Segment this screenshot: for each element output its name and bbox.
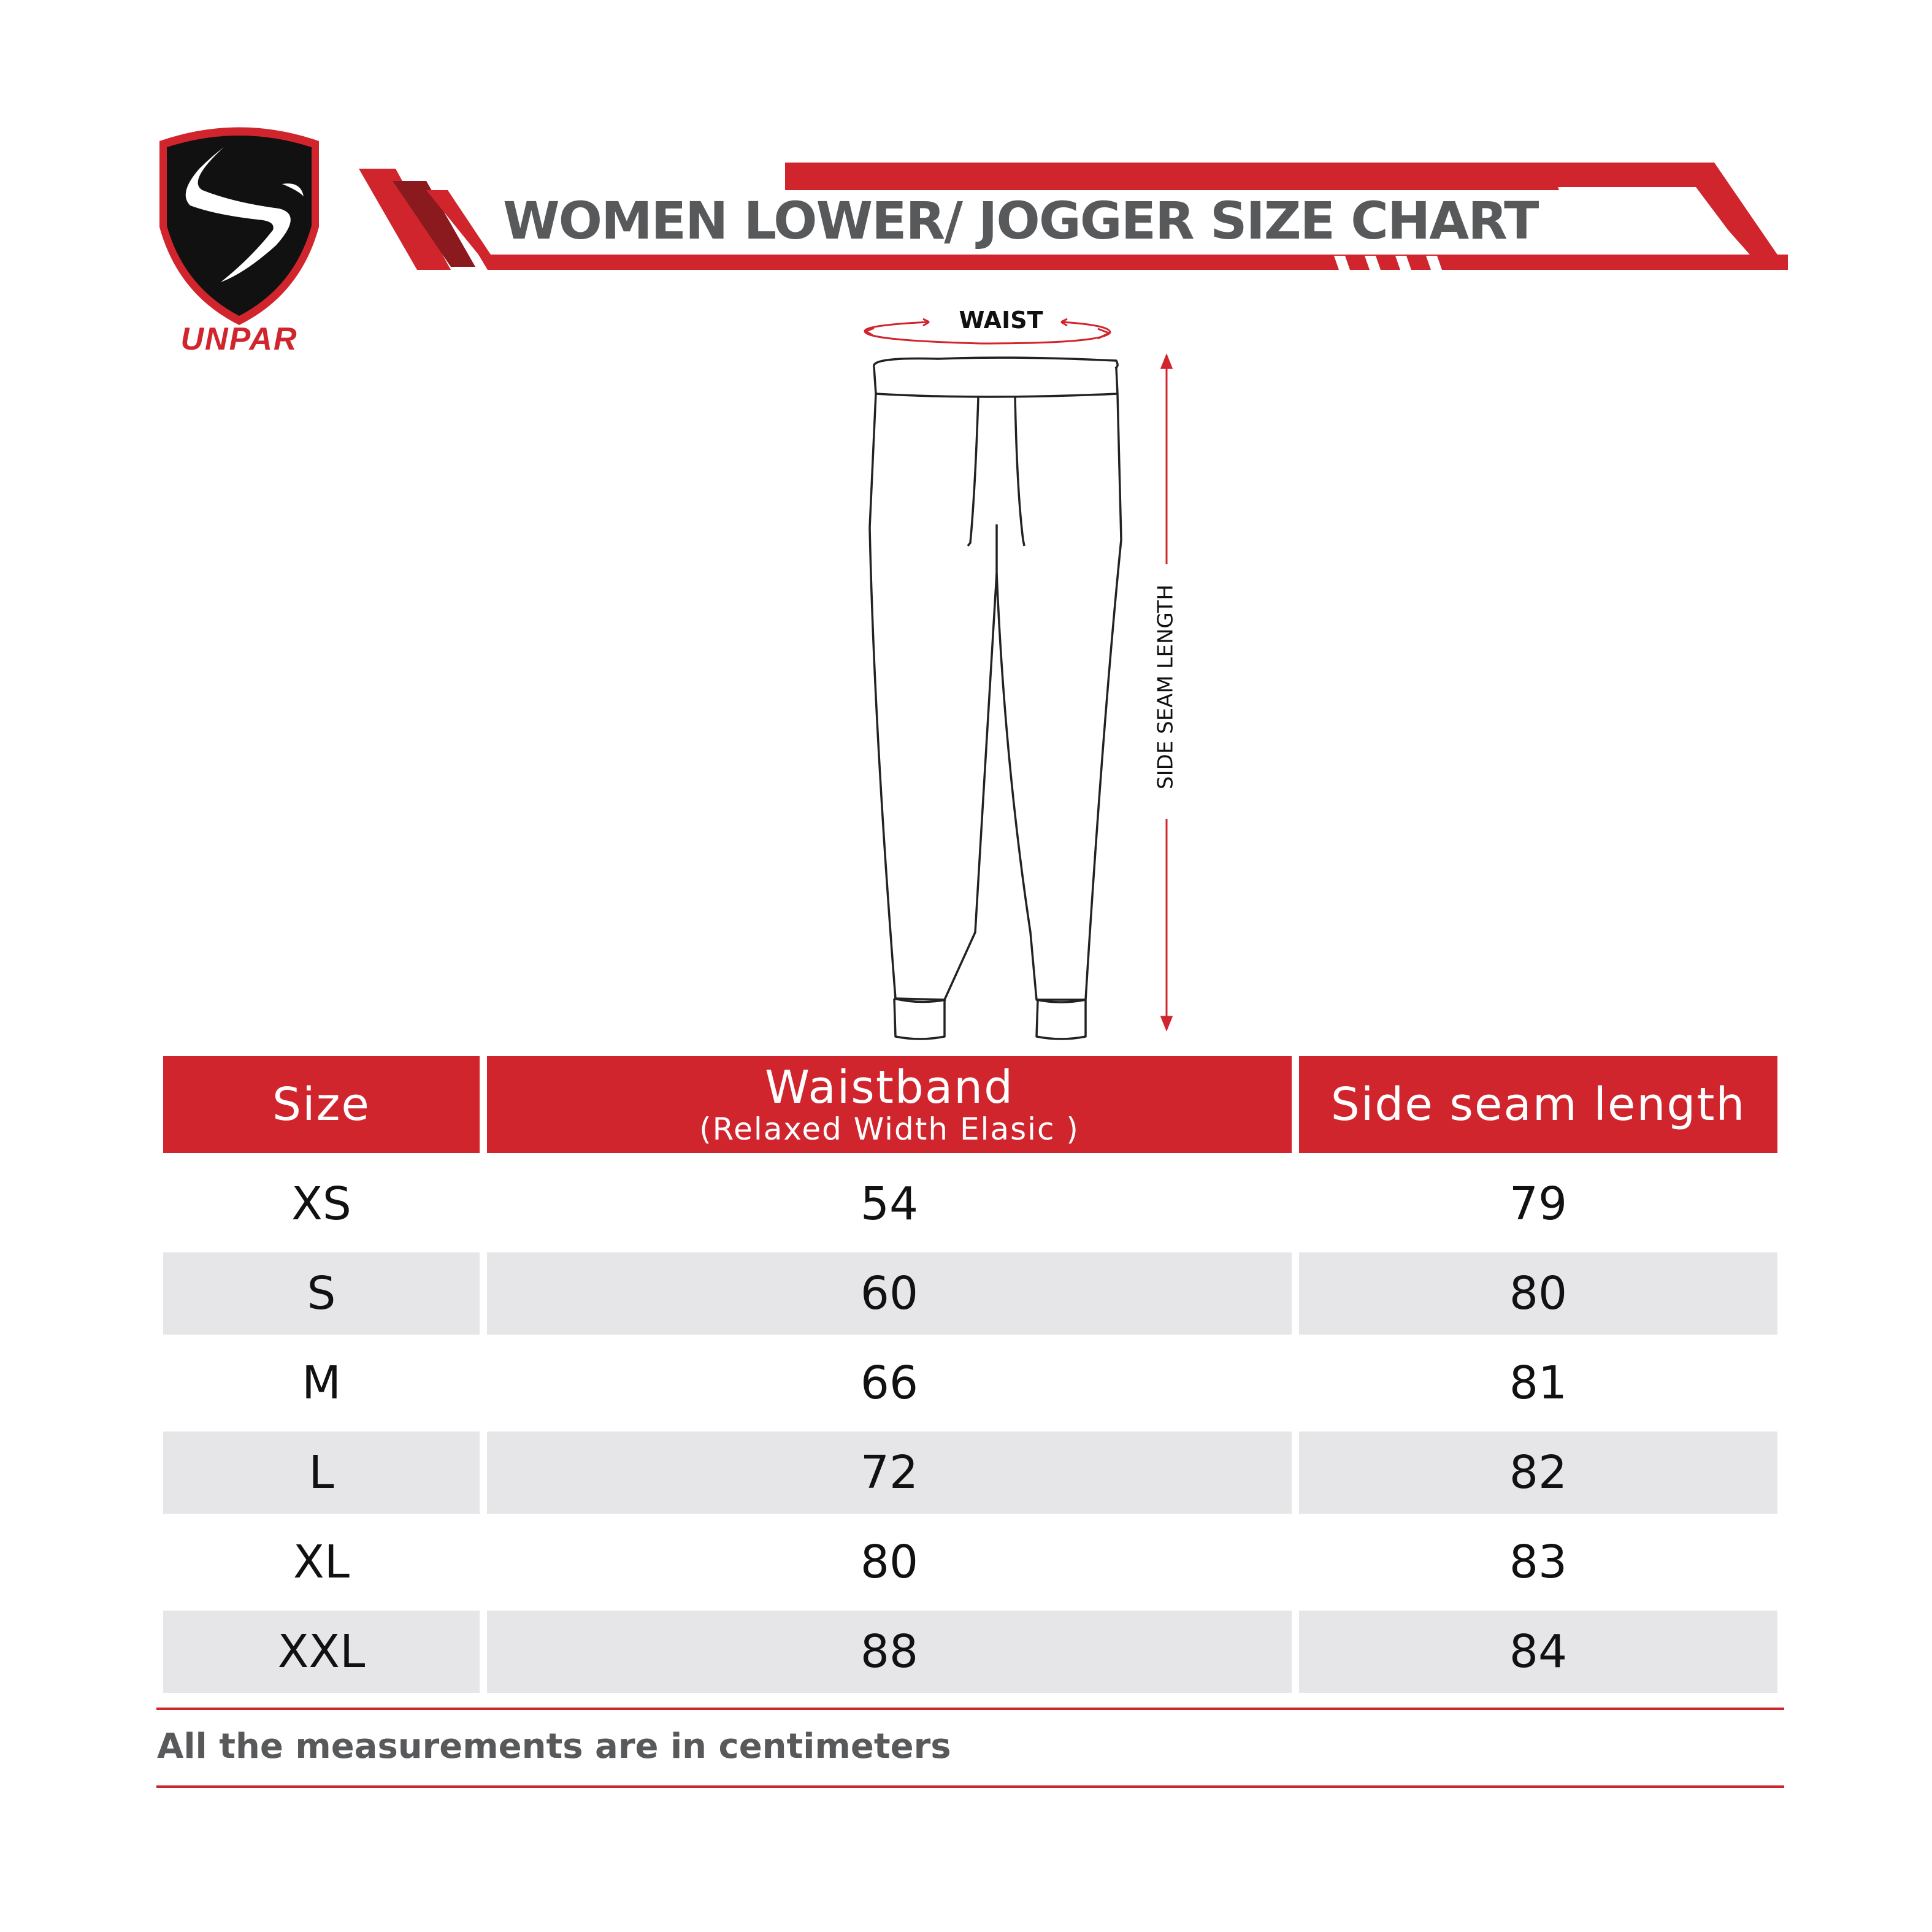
- side-seam-cell: 82: [1299, 1432, 1777, 1514]
- table-row: [163, 1521, 1777, 1603]
- side-seam-cell: 81: [1509, 1357, 1568, 1409]
- waistband-cell: 66: [860, 1357, 919, 1409]
- waistband-cell: 54: [860, 1178, 919, 1230]
- table-row: [163, 1252, 1777, 1335]
- size-cell: XS: [291, 1178, 351, 1230]
- size-cell: S: [163, 1252, 480, 1335]
- svg-text:UNPAR: UNPAR: [180, 321, 298, 356]
- side-seam-cell: 84: [1299, 1611, 1777, 1693]
- header-side-seam: [1299, 1056, 1777, 1153]
- header-size-label: Size: [272, 1078, 370, 1131]
- waistband-cell: 60: [487, 1252, 1292, 1335]
- table-row: [163, 1342, 1777, 1424]
- table-row: [163, 1432, 1777, 1514]
- header-waistband: [487, 1056, 1292, 1153]
- side-seam-label: SIDE SEAM LENGTH: [1153, 585, 1178, 789]
- unpar-logo: [153, 123, 325, 356]
- header-waistband-label: Waistband: [764, 1061, 1014, 1114]
- side-seam-cell: 80: [1299, 1252, 1777, 1335]
- side-seam-cell: 83: [1509, 1536, 1568, 1589]
- size-cell: XL: [293, 1536, 350, 1589]
- size-cell: L: [163, 1432, 480, 1514]
- page-title: WOMEN LOWER/ JOGGER SIZE CHART: [503, 191, 1538, 251]
- divider-top: [156, 1708, 1784, 1710]
- side-seam-cell: 79: [1509, 1178, 1568, 1230]
- jogger-pants-icon: [828, 294, 1233, 1043]
- waist-label: WAIST: [959, 307, 1043, 334]
- waistband-cell: 72: [487, 1432, 1292, 1514]
- waistband-cell: 88: [487, 1611, 1292, 1693]
- header-waistband-sub: (Relaxed Width Elasic ): [699, 1111, 1079, 1147]
- divider-bottom: [156, 1785, 1784, 1788]
- waistband-cell: 80: [860, 1536, 919, 1589]
- size-cell: XXL: [163, 1611, 480, 1693]
- header-side-seam-label: Side seam length: [1330, 1078, 1746, 1131]
- table-row: [163, 1163, 1777, 1245]
- pants-outline: [870, 358, 1121, 1039]
- header-size: [163, 1056, 480, 1153]
- measurement-note: All the measurements are in centimeters: [157, 1727, 951, 1766]
- size-cell: M: [302, 1357, 341, 1409]
- table-row: [163, 1611, 1777, 1693]
